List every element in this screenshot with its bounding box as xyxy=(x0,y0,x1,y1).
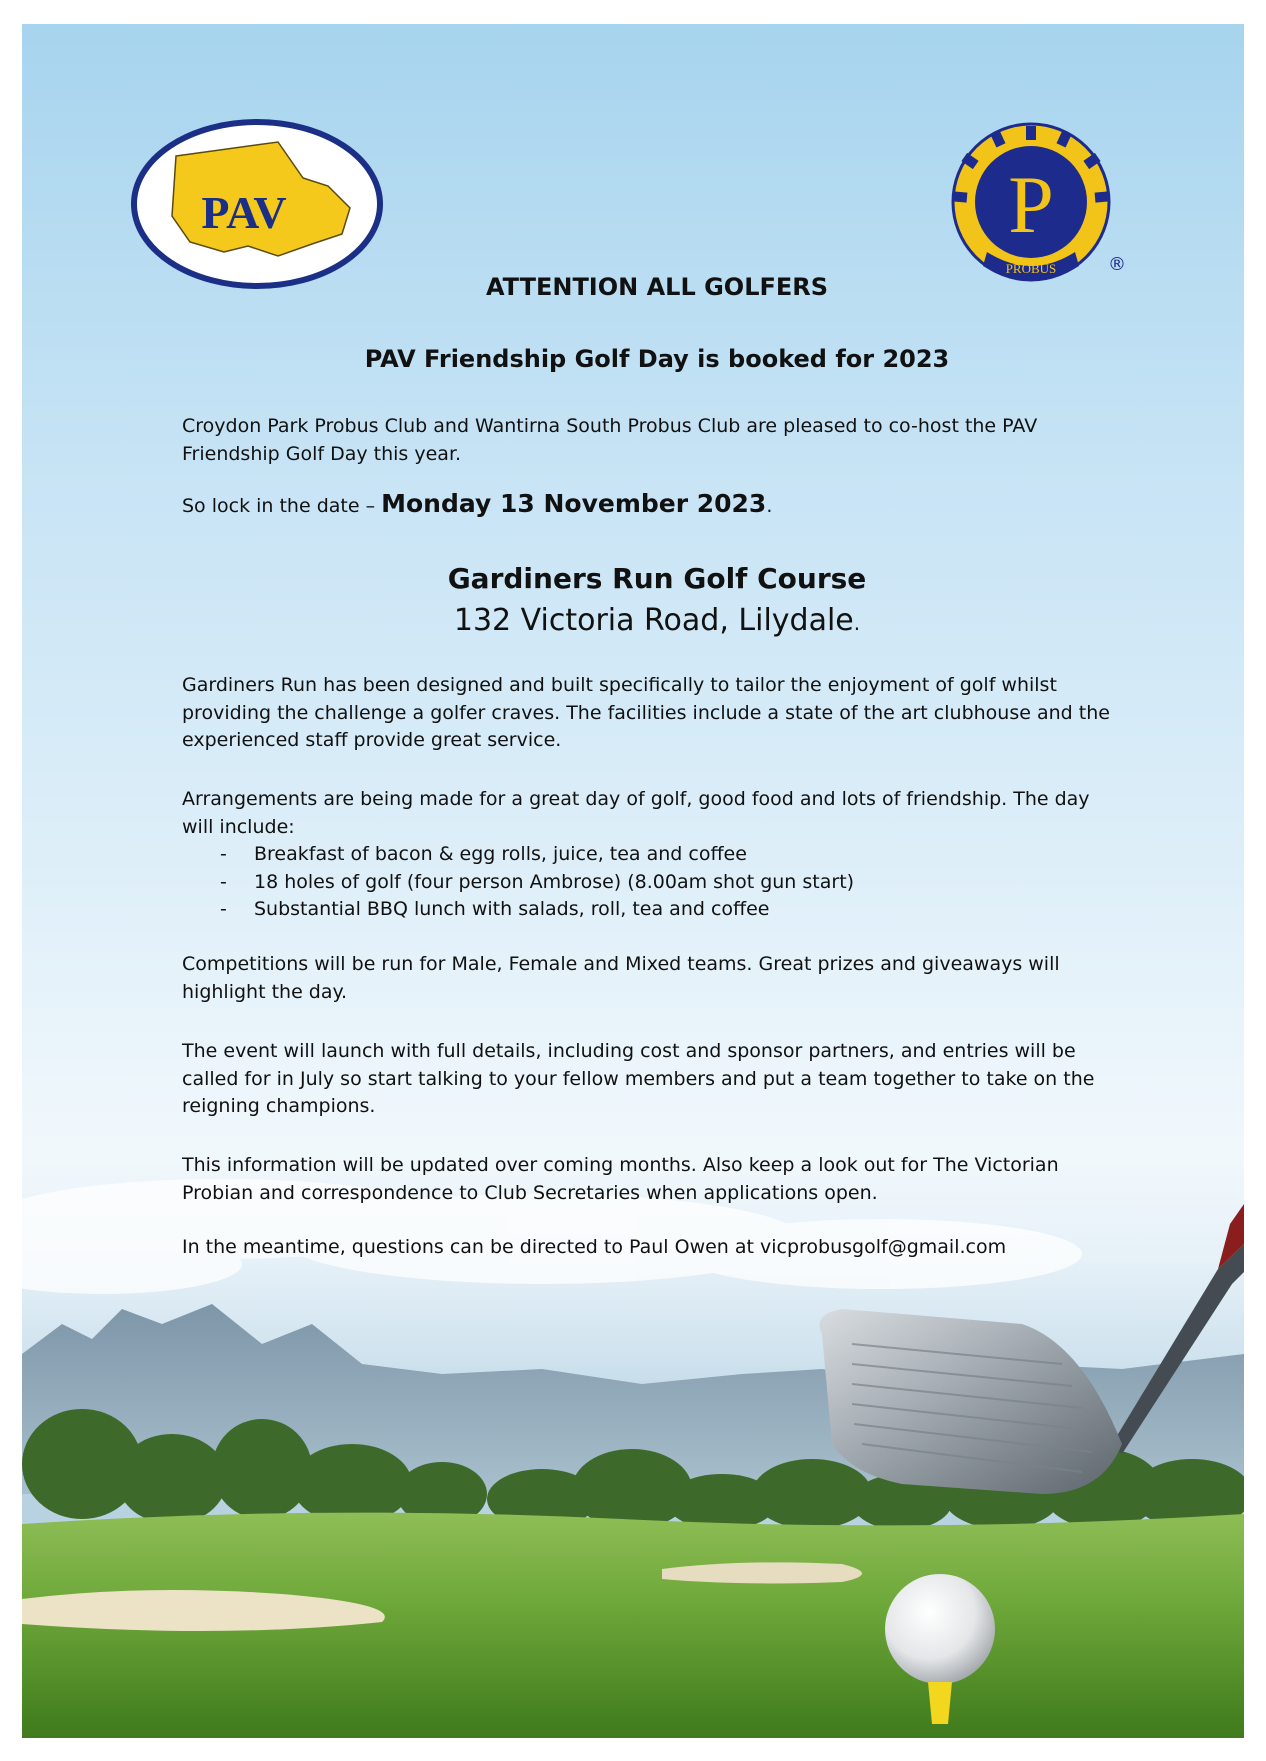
contact-paragraph: In the meantime, questions can be directed to Paul Owen at vicprobusgolf@gmail.com xyxy=(182,1236,1007,1258)
arrangements-paragraph: Arrangements are being made for a great day of golf, good food and lots of friendship. The day will include: xyxy=(182,788,1090,838)
venue-address-suffix: . xyxy=(853,611,861,635)
description-paragraph: Gardiners Run has been designed and built specifically to tailor the enjoyment of golf whilst providing the challenge a golfer craves. The facilities include a state of the art clubhouse and the experienced staff provide great service. xyxy=(182,674,1110,751)
intro-paragraph: Croydon Park Probus Club and Wantirna South Probus Club are pleased to co-host the PAV Friendship Golf Day this year. xyxy=(182,415,1038,465)
venue-name: Gardiners Run Golf Course xyxy=(447,562,867,595)
heading: ATTENTION ALL GOLFERS xyxy=(485,273,829,301)
list-item-text: 18 holes of golf (four person Ambrose) (8.00am shot gun start) xyxy=(254,870,855,893)
date-prefix: So lock in the date – xyxy=(182,495,382,517)
list-bullet: - xyxy=(220,898,227,920)
competitions-paragraph: Competitions will be run for Male, Female and Mixed teams. Great prizes and giveaways will highlight the day. xyxy=(182,953,1060,1003)
list-item xyxy=(182,841,854,869)
list-bullet: - xyxy=(220,870,227,893)
list-item-text: Substantial BBQ lunch with salads, roll, tea and coffee xyxy=(254,898,770,920)
pav-logo xyxy=(128,116,386,292)
probus-logo-ring-text: PROBUS xyxy=(1005,261,1057,276)
venue-address xyxy=(182,602,1132,642)
list-item xyxy=(182,869,854,897)
launch-paragraph: The event will launch with full details, including cost and sponsor partners, and entries will be called for in July so start talking to your fellow members and put a team together to take on the reigning champions. xyxy=(182,1040,1095,1117)
date-suffix: . xyxy=(766,495,773,517)
list-item-text: Breakfast of bacon & egg rolls, juice, tea and coffee xyxy=(254,843,747,865)
list-item xyxy=(182,896,854,924)
inclusions-list xyxy=(182,841,854,924)
venue-address-text: 132 Victoria Road, Lilydale xyxy=(453,603,854,638)
date-line xyxy=(182,490,1112,521)
subheading: PAV Friendship Golf Day is booked for 2023 xyxy=(364,345,950,373)
updates-paragraph: This information will be updated over coming months. Also keep a look out for The Victorian Probian and correspondence to Club Secretaries when applications open. xyxy=(182,1154,1059,1204)
registered-mark: ® xyxy=(1108,254,1126,275)
flyer xyxy=(22,24,1244,1738)
event-date: Monday 13 November 2023 xyxy=(381,489,767,518)
probus-logo-letter: P xyxy=(1008,159,1054,250)
pav-logo-text: PAV xyxy=(201,187,287,238)
list-bullet: - xyxy=(220,843,227,865)
